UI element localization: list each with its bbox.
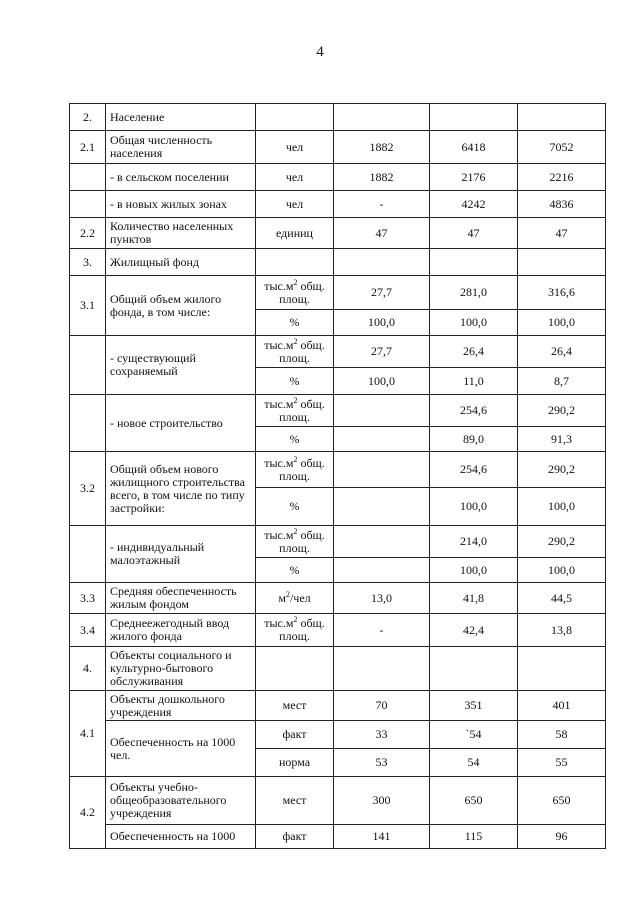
row-label: Общий объем жилого фонда, в том числе: (106, 276, 256, 336)
row-number: 3.2 (70, 452, 106, 526)
table-row (70, 526, 606, 558)
value-cell: `54 (430, 721, 518, 749)
table-row (70, 614, 606, 647)
value-cell (334, 395, 430, 427)
table-row (70, 583, 606, 614)
value-cell: 42,4 (430, 614, 518, 647)
value-cell: 115 (430, 825, 518, 849)
value-cell: 290,2 (518, 395, 606, 427)
row-label: Общий объем нового жилищного строительства всего, в том числе по типу застройки: (106, 452, 256, 526)
value-cell: - (334, 614, 430, 647)
value-cell: 47 (334, 218, 430, 249)
unit-cell: мест (256, 777, 334, 825)
value-cell: 2176 (430, 164, 518, 191)
unit-cell: факт (256, 825, 334, 849)
row-number: 4. (70, 647, 106, 691)
value-cell: 100,0 (518, 488, 606, 526)
value-cell: 1882 (334, 164, 430, 191)
value-cell: 27,7 (334, 336, 430, 368)
value-cell: 100,0 (334, 368, 430, 395)
unit-cell: норма (256, 749, 334, 777)
unit-cell: чел (256, 164, 334, 191)
row-label: Объекты дошкольного учреждения (106, 691, 256, 721)
value-cell: 254,6 (430, 395, 518, 427)
value-cell: 7052 (518, 131, 606, 164)
row-label: Объекты учебно-общеобразовательного учреждения (106, 777, 256, 825)
value-cell: 54 (430, 749, 518, 777)
row-label: - новое строительство (106, 395, 256, 452)
unit-cell: $тыс.м^2$ общ. площ. (256, 614, 334, 647)
row-number: 3. (70, 249, 106, 276)
row-number: 4.1 (70, 691, 106, 777)
unit-cell: $тыс.м^2$ общ. площ. (256, 336, 334, 368)
row-number: 2.2 (70, 218, 106, 249)
value-cell: 281,0 (430, 276, 518, 310)
value-cell: 58 (518, 721, 606, 749)
value-cell: 300 (334, 777, 430, 825)
unit-cell: мест (256, 691, 334, 721)
value-cell: 44,5 (518, 583, 606, 614)
value-cell: 100,0 (518, 558, 606, 583)
unit-cell: % (256, 488, 334, 526)
table-row (70, 336, 606, 368)
value-cell: 401 (518, 691, 606, 721)
unit-cell: % (256, 310, 334, 336)
row-label: - существующий сохраняемый (106, 336, 256, 395)
value-cell: 13,8 (518, 614, 606, 647)
value-cell: 100,0 (430, 488, 518, 526)
table-row (70, 131, 606, 164)
value-cell: 290,2 (518, 526, 606, 558)
table-row (70, 825, 606, 849)
row-label: Средняя обеспеченность жилым фондом (106, 583, 256, 614)
row-number: 3.4 (70, 614, 106, 647)
table-row (70, 104, 606, 131)
value-cell: 351 (430, 691, 518, 721)
table-row (70, 276, 606, 310)
value-cell: 96 (518, 825, 606, 849)
value-cell: 70 (334, 691, 430, 721)
row-label: - в новых жилых зонах (106, 191, 256, 218)
value-cell: 11,0 (430, 368, 518, 395)
value-cell: 4836 (518, 191, 606, 218)
value-cell: 55 (518, 749, 606, 777)
value-cell: 53 (334, 749, 430, 777)
indicator-table (69, 103, 606, 849)
value-cell: 8,7 (518, 368, 606, 395)
value-cell: 2216 (518, 164, 606, 191)
row-label: Среднеежегодный ввод жилого фонда (106, 614, 256, 647)
value-cell: 100,0 (334, 310, 430, 336)
value-cell: 89,0 (430, 427, 518, 452)
value-cell: 650 (430, 777, 518, 825)
value-cell: 214,0 (430, 526, 518, 558)
unit-cell: $м^2$/чел (256, 583, 334, 614)
unit-cell: % (256, 558, 334, 583)
value-cell (334, 558, 430, 583)
table-row (70, 691, 606, 721)
row-label: Жилищный фонд (106, 249, 256, 276)
unit-cell: % (256, 368, 334, 395)
row-label: Обеспеченность на 1000 чел. (106, 721, 256, 777)
row-label: - в сельском поселении (106, 164, 256, 191)
value-cell: 47 (518, 218, 606, 249)
row-number: 3.3 (70, 583, 106, 614)
table-row (70, 721, 606, 749)
unit-cell: единиц (256, 218, 334, 249)
value-cell: 27,7 (334, 276, 430, 310)
unit-cell: чел (256, 191, 334, 218)
value-cell: - (334, 191, 430, 218)
row-label: Обеспеченность на 1000 (106, 825, 256, 849)
row-number: 3.1 (70, 276, 106, 336)
unit-cell: $тыс.м^2$ общ. площ. (256, 526, 334, 558)
value-cell: 650 (518, 777, 606, 825)
table-row (70, 249, 606, 276)
value-cell: 100,0 (430, 558, 518, 583)
row-label: - индивидуальный малоэтажный (106, 526, 256, 583)
row-label: Количество населенных пунктов (106, 218, 256, 249)
value-cell (334, 452, 430, 488)
unit-cell: % (256, 427, 334, 452)
table-row (70, 218, 606, 249)
value-cell: 26,4 (518, 336, 606, 368)
table-row (70, 777, 606, 825)
page-number: 4 (316, 44, 324, 60)
row-label: Общая численность населения (106, 131, 256, 164)
table-row (70, 452, 606, 488)
unit-cell: чел (256, 131, 334, 164)
unit-cell: $тыс.м^2$ общ. площ. (256, 452, 334, 488)
value-cell: 91,3 (518, 427, 606, 452)
row-number: 2.1 (70, 131, 106, 164)
unit-cell: факт (256, 721, 334, 749)
table-row (70, 647, 606, 691)
value-cell: 6418 (430, 131, 518, 164)
value-cell: 33 (334, 721, 430, 749)
value-cell: 41,8 (430, 583, 518, 614)
value-cell: 4242 (430, 191, 518, 218)
row-number: 2. (70, 104, 106, 131)
value-cell: 316,6 (518, 276, 606, 310)
value-cell: 26,4 (430, 336, 518, 368)
unit-cell: $тыс.м^2$ общ. площ. (256, 395, 334, 427)
value-cell: 100,0 (430, 310, 518, 336)
table-row (70, 164, 606, 191)
value-cell: 254,6 (430, 452, 518, 488)
value-cell (334, 427, 430, 452)
row-number: 4.2 (70, 777, 106, 849)
value-cell: 141 (334, 825, 430, 849)
value-cell: 1882 (334, 131, 430, 164)
table-row (70, 191, 606, 218)
value-cell: 47 (430, 218, 518, 249)
row-label: Объекты социального и культурно-бытового обслуживания (106, 647, 256, 691)
value-cell: 100,0 (518, 310, 606, 336)
value-cell: 290,2 (518, 452, 606, 488)
table-row (70, 395, 606, 427)
unit-cell: $тыс.м^2$ общ. площ. (256, 276, 334, 310)
value-cell (334, 488, 430, 526)
value-cell: 13,0 (334, 583, 430, 614)
row-label: Население (106, 104, 256, 131)
value-cell (334, 526, 430, 558)
